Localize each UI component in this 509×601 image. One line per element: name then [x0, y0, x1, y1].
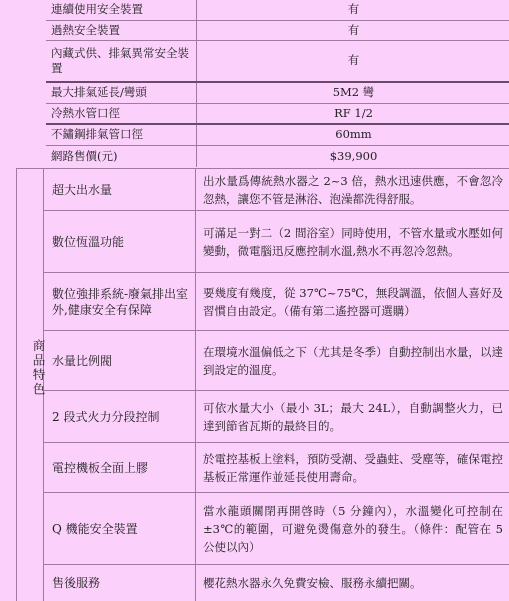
feature-description: 出水量爲傳統熱水器之 2~3 倍，熱水迅速供應，不會忽冷忽熱，讓您不管是淋浴、泡澡都洗得舒服。: [196, 169, 509, 210]
feature-row: [44, 273, 509, 331]
feature-title: 水量比例閥: [44, 331, 196, 390]
feature-row: [44, 331, 509, 391]
feature-row: [44, 493, 509, 565]
spec-row: [46, 145, 509, 167]
spec-row: [46, 124, 509, 145]
feature-description: 可依水量大小（最小 3L；最大 24L），自動調整火力，已達到節省瓦斯的最終目的。: [196, 391, 509, 442]
spec-value: 有: [197, 0, 509, 20]
feature-row: [44, 391, 509, 443]
feature-title: 超大出水量: [44, 169, 196, 210]
spec-label: 不鏽鋼排氣管口徑: [46, 124, 197, 145]
features-label: 商品特色: [21, 339, 47, 397]
spec-value: RF 1/2: [197, 103, 509, 124]
spec-label: 冷熱水管口徑: [46, 103, 197, 124]
feature-title: 售後服務: [44, 565, 196, 601]
feature-row: [44, 565, 509, 601]
spec-value: 5M2 彎: [197, 82, 509, 103]
spec-label: 過熱安全裝置: [46, 20, 197, 40]
feature-description: 要幾度有幾度，從 37℃~75℃，無段調溫，依個人喜好及習慣自由設定。（備有第二遙控器可選購）: [196, 273, 509, 330]
features-side-header: [16, 169, 44, 601]
feature-description: 當水龍頭關閉再開啓時（5 分鐘內），水溫變化可控制在±3℃的範圍，可避免燙傷意外的發生。（條件：配管在 5 公使以內）: [196, 493, 509, 564]
feature-row: [44, 443, 509, 493]
feature-description: 於電控基板上塗料，預防受潮、受蟲蛀、受塵等，確保電控基板正常運作並延長使用壽命。: [196, 443, 509, 492]
feature-description: 可滿足一對二（2 間浴室）同時使用，不管水量或水壓如何變動，微電腦迅反應控制水溫,熱水不再忽冷忽熱。: [196, 211, 509, 272]
feature-title: 數位恆溫功能: [44, 211, 196, 272]
feature-description: 在環境水溫偏低之下（尤其是冬季）自動控制出水量，以達到設定的溫度。: [196, 331, 509, 390]
feature-title: 數位強排系統-廢氣排出室外,健康安全有保障: [44, 273, 196, 330]
feature-row: [44, 211, 509, 273]
spec-value: 60mm: [197, 124, 509, 145]
spec-row: [46, 82, 509, 103]
spec-value: 有: [197, 20, 509, 40]
feature-title: 2 段式火力分段控制: [44, 391, 196, 442]
spec-row: [46, 103, 509, 124]
spec-label: 最大排氣延長/彎頭: [46, 82, 197, 103]
spec-value: 有: [197, 40, 509, 82]
spec-label: 連續使用安全裝置: [46, 0, 197, 20]
spec-table: [46, 0, 509, 167]
spec-row: [46, 40, 509, 82]
features-section: [16, 168, 509, 601]
spec-row: [46, 0, 509, 20]
spec-row: [46, 20, 509, 40]
feature-title: Q 機能安全裝置: [44, 493, 196, 564]
price-value: $39,900: [197, 145, 509, 167]
feature-description: 櫻花熱水器永久免費安檢、服務永續把關。: [196, 565, 509, 601]
price-label: 網路售價(元): [46, 145, 197, 167]
feature-title: 電控機板全面上膠: [44, 443, 196, 492]
feature-row: [44, 169, 509, 211]
spec-label: 內藏式供、排氣異常安全裝置: [46, 40, 197, 82]
